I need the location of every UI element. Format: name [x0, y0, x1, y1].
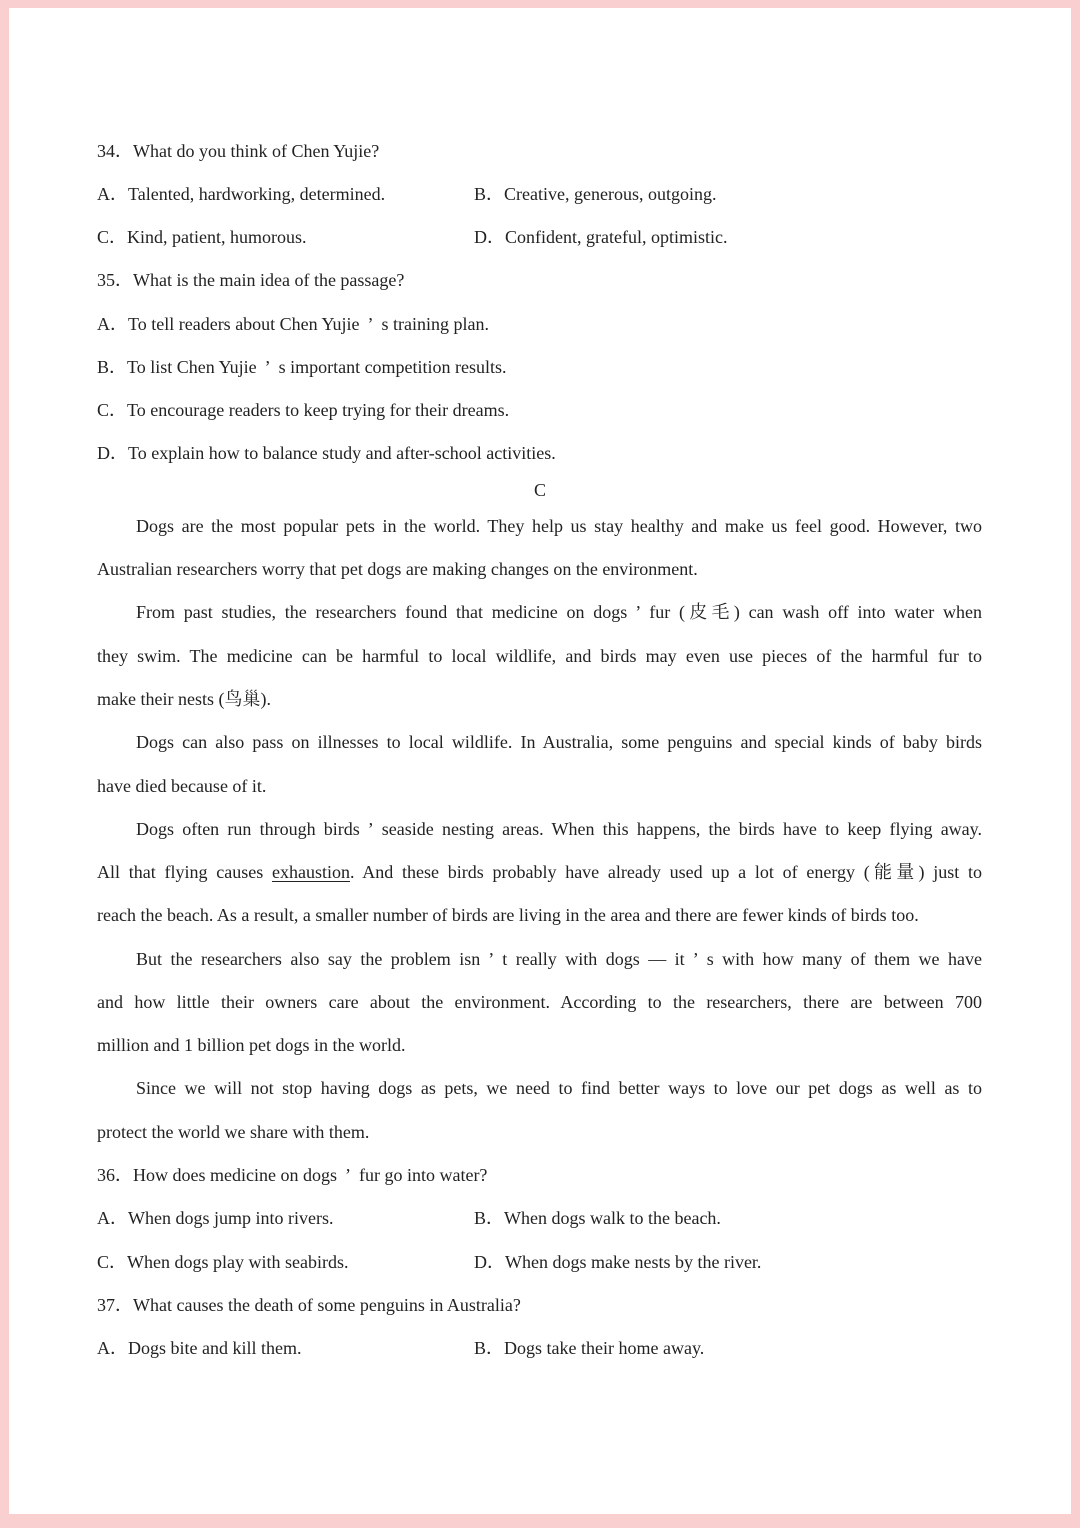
option-36-b: B．When dogs walk to the beach. — [474, 1208, 721, 1228]
passage-p2-line2: they swim. The medicine can be harmful to local wildlife, and birds may even use pieces of the harmful fur to — [97, 646, 982, 666]
question-34: 34．What do you think of Chen Yujie? — [97, 141, 380, 161]
option-35-a: A．To tell readers about Chen Yujie ’ s training plan. — [97, 314, 489, 334]
passage-p4-line3: reach the beach. As a result, a smaller number of birds are living in the area and there are fewer kinds of birds too. — [97, 905, 919, 925]
passage-p6-line2: protect the world we share with them. — [97, 1122, 370, 1142]
underlined-word: exhaustion — [271, 862, 350, 882]
passage-p5-line1: But the researchers also say the problem isn ’ t really with dogs — it ’ s with how many of them we have — [136, 949, 983, 969]
option-35-c: C．To encourage readers to keep trying for their dreams. — [97, 400, 510, 420]
option-34-c: C．Kind, patient, humorous. — [97, 227, 307, 247]
passage-p5-line2: and how little their owners care about the environment. According to the researchers, there are between 700 — [97, 992, 982, 1012]
option-37-b: B．Dogs take their home away. — [474, 1338, 705, 1358]
section-heading: C — [533, 480, 546, 500]
option-35-b: B．To list Chen Yujie ’ s important competition results. — [97, 357, 507, 377]
passage-p1-line2: Australian researchers worry that pet dogs are making changes on the environment. — [97, 559, 698, 579]
passage-p4-line2: All that flying causes exhaustion. And these birds probably have already used up a lot of energy (能量) just to — [97, 862, 982, 882]
option-36-a: A．When dogs jump into rivers. — [97, 1208, 334, 1228]
option-35-d: D．To explain how to balance study and after-school activities. — [97, 443, 556, 463]
passage-p6-line1: Since we will not stop having dogs as pets, we need to find better ways to love our pet dogs as well as to — [136, 1078, 982, 1098]
question-35: 35．What is the main idea of the passage? — [97, 270, 405, 290]
passage-p4-line1: Dogs often run through birds ’ seaside nesting areas. When this happens, the birds have to keep flying away. — [136, 819, 982, 839]
passage-p5-line3: million and 1 billion pet dogs in the world. — [97, 1035, 406, 1055]
passage-p1-line1: Dogs are the most popular pets in the world. They help us stay healthy and make us feel good. However, two — [136, 516, 982, 536]
option-34-d: D．Confident, grateful, optimistic. — [474, 227, 728, 247]
option-36-d: D．When dogs make nests by the river. — [474, 1252, 762, 1272]
question-37: 37．What causes the death of some penguins in Australia? — [97, 1295, 521, 1315]
option-36-c: C．When dogs play with seabirds. — [97, 1252, 349, 1272]
passage-p3-line1: Dogs can also pass on illnesses to local wildlife. In Australia, some penguins and special kinds of baby birds — [136, 732, 982, 752]
option-34-a: A．Talented, hardworking, determined. — [97, 184, 386, 204]
option-34-b: B．Creative, generous, outgoing. — [474, 184, 717, 204]
passage-p3-line2: have died because of it. — [97, 776, 267, 796]
question-36: 36．How does medicine on dogs ’ fur go into water? — [97, 1165, 488, 1185]
passage-p2-line1: From past studies, the researchers found that medicine on dogs ’ fur (皮毛) can wash off into water when — [136, 602, 982, 622]
option-37-a: A．Dogs bite and kill them. — [97, 1338, 302, 1358]
passage-p2-line3: make their nests (鸟巢). — [97, 689, 271, 709]
